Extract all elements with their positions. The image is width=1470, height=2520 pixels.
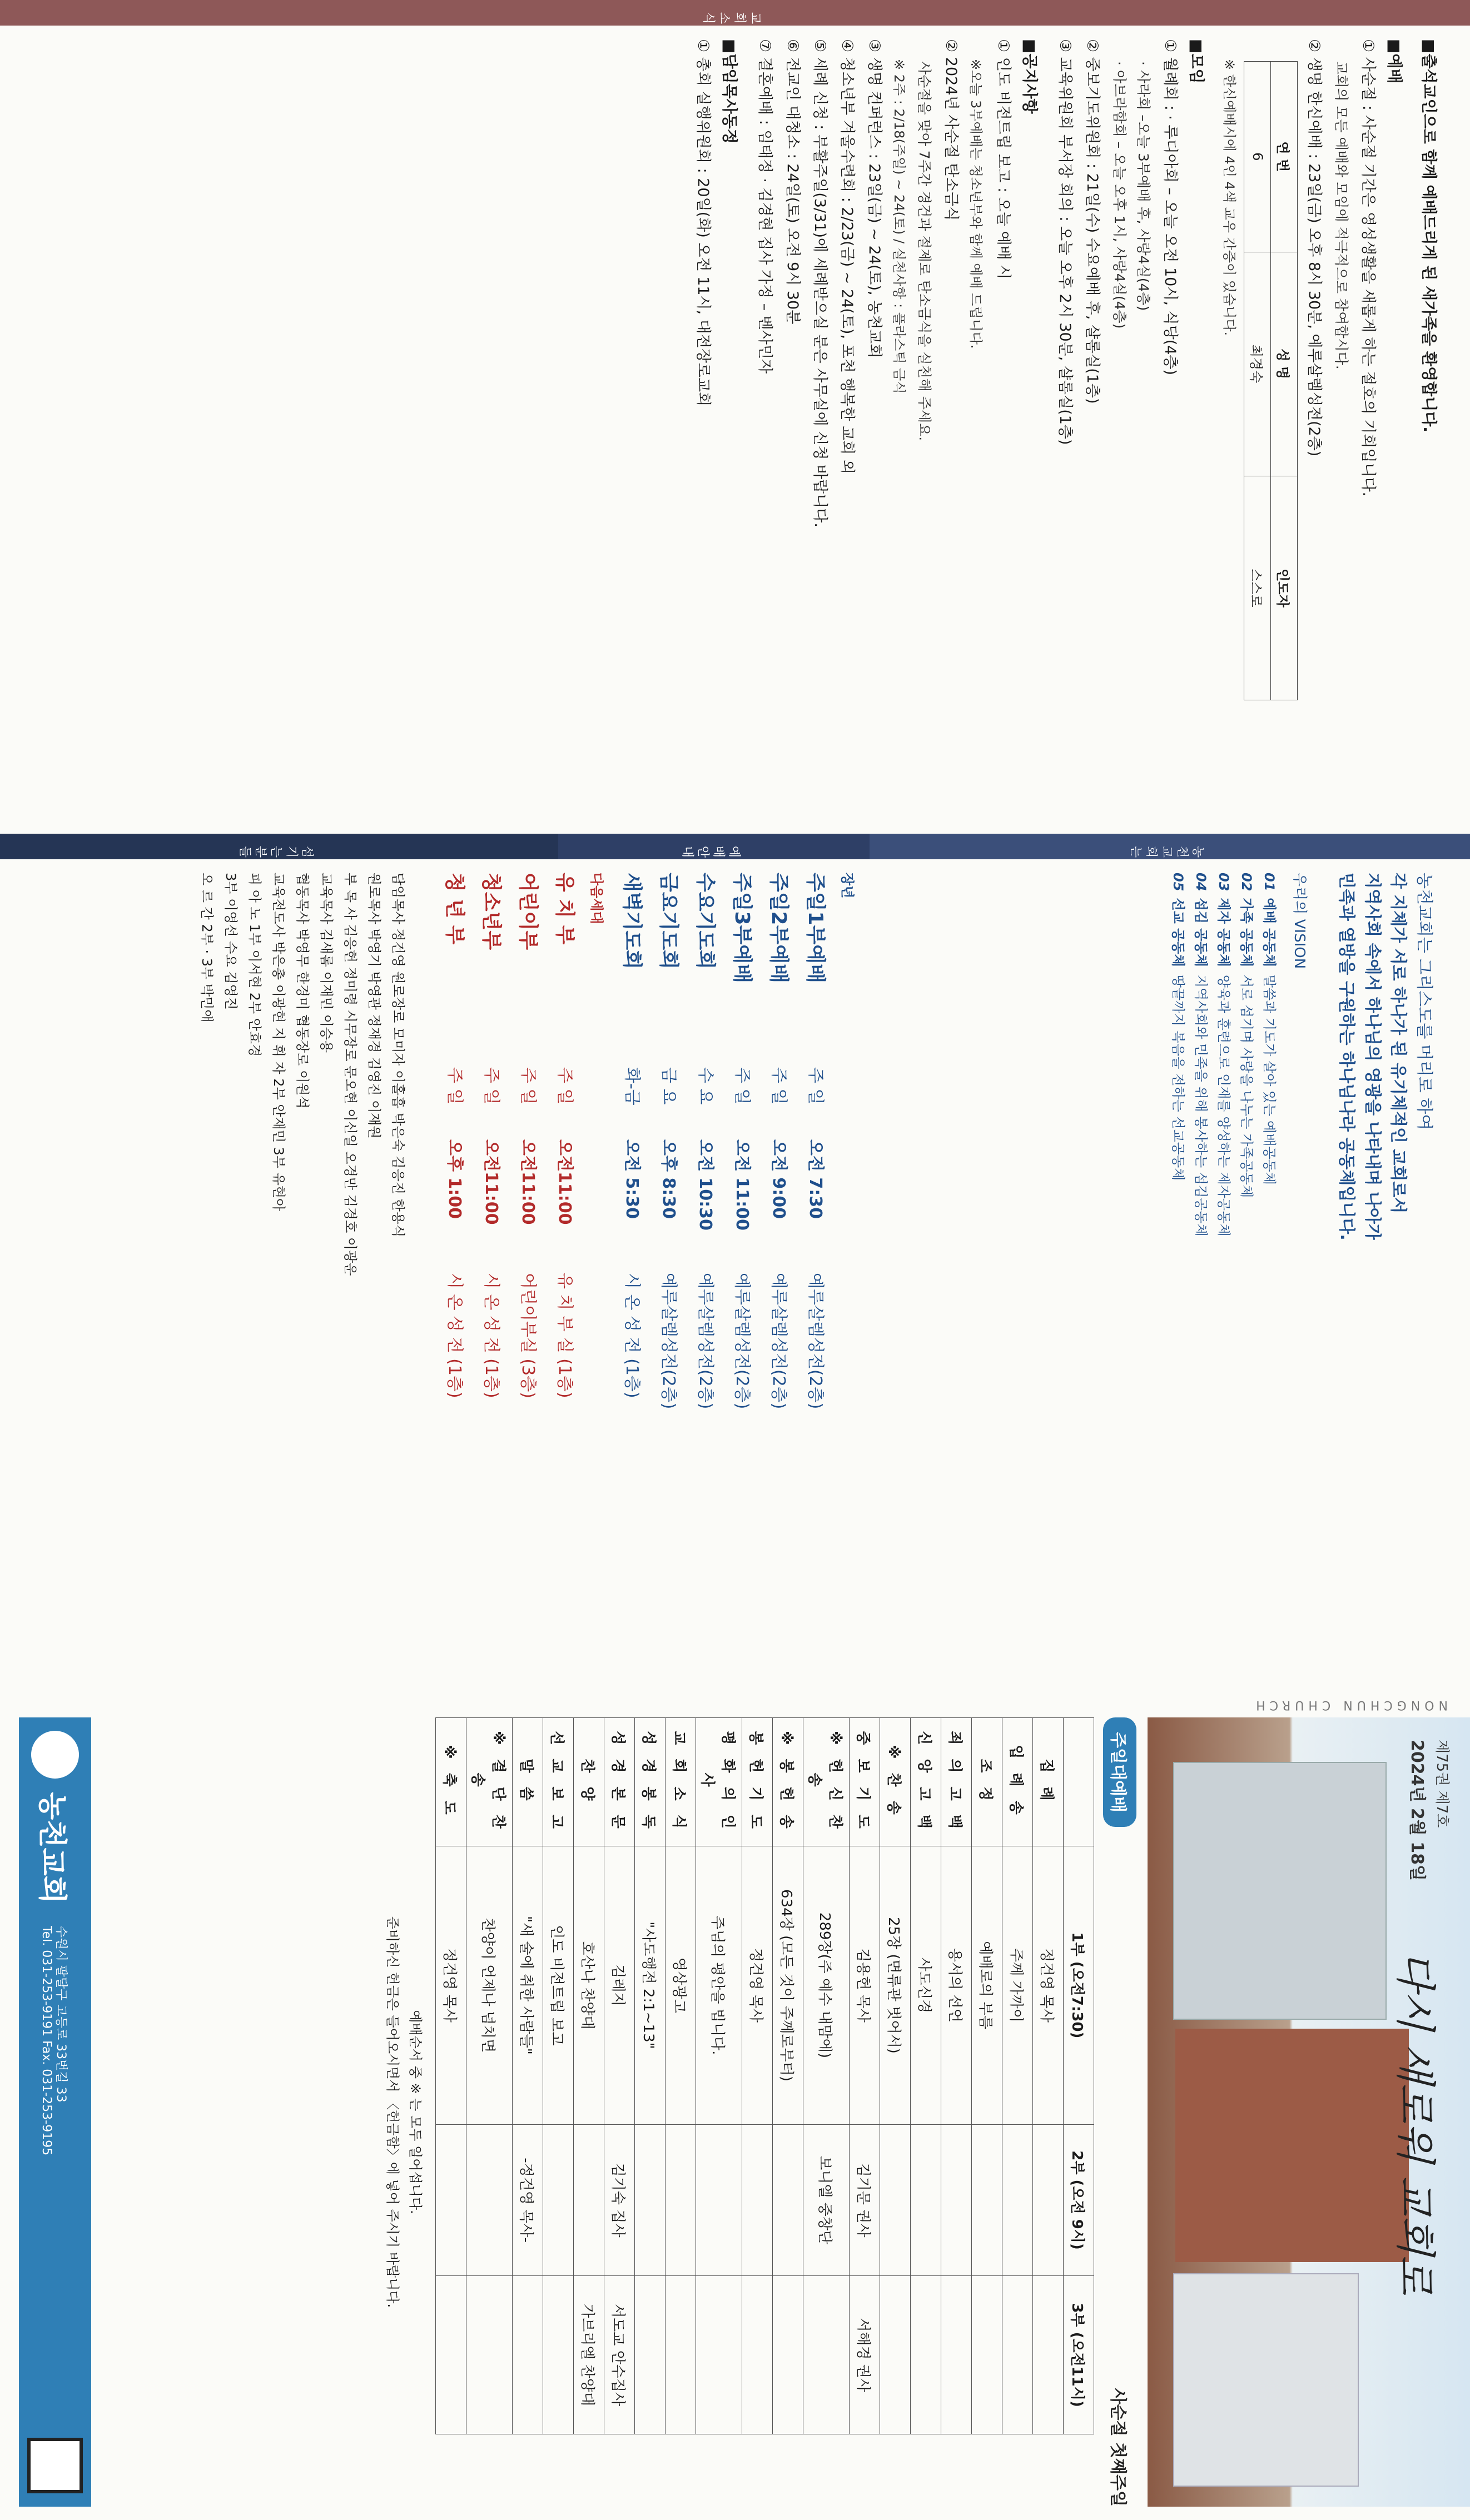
order-cell: 634장 (모든 것이 주께로부터) — [773, 1846, 803, 2125]
order-cell: 김기숙 집사 — [604, 2124, 635, 2275]
order-label: 중 보 기 도 — [850, 1718, 880, 1846]
order-cell: 정건영 목사 — [1033, 1846, 1064, 2125]
meeting-item: ① 월례회 : · 루디아회 – 오늘 오전 10시, 식당(4층) — [1161, 39, 1179, 376]
pastor-item: ① 총회 실행위원회 : 20일(화) 오전 11시, 대전장로교회 — [694, 39, 712, 407]
notice-item: ※ 2주 : 2/18(주일) ~ 24(토) / 실천사항 : 플라스틱 금식 — [891, 59, 907, 394]
table-cell: 최경숙 — [1244, 252, 1271, 476]
order-label: ※ 찬 송 — [880, 1718, 911, 1846]
order-row — [543, 1718, 574, 2434]
order-label: 신 앙 고 백 — [911, 1718, 941, 1846]
order-row — [635, 1718, 666, 2434]
order-cell: 정건영 목사 — [742, 1846, 773, 2125]
vision-item: 05선교 공동체땅끝까지 복음을 전하는 선교공동체 — [1170, 873, 1186, 1181]
service-row: 새벽기도회 화-금 오전 5:30 시 온 성 전 (1층) — [620, 873, 644, 1398]
table-cell: 6 — [1244, 62, 1271, 252]
notice-item: ⑥ 전교인 대청소 : 24일(토) 오전 9시 30분 — [783, 39, 801, 325]
order-cell: 보니엘 중창단 — [803, 2124, 850, 2275]
notice-item: ③ 생명 컨퍼런스 : 23일(금) ~ 24(토), 농천교회 — [866, 39, 883, 358]
order-cell — [696, 2124, 742, 2275]
service-row: 청 년 부 주 일 오후 1:00 시 온 성 전 (1층) — [443, 873, 466, 1398]
next-gen-label: 다음세대 — [589, 873, 604, 924]
church-logo-icon — [31, 1731, 79, 1779]
meeting-item: · 사라회 –오늘 3부예배 후, 사랑4실(4층) — [1135, 61, 1152, 311]
order-cell: -정건영 목사- — [513, 2124, 543, 2275]
order-cell — [466, 2276, 513, 2434]
servant-line: 교육전도사 박은총 이광현 지 휘 자 2부 안재민 3부 유현아 — [271, 873, 286, 1212]
order-cell: 김용헌 목사 — [850, 1846, 880, 2125]
servant-line: 부 목 사 김응헌 정미령 시무장로 문오현 이신일 오경만 김경호 이광운 — [342, 873, 358, 1276]
notice-item: ② 2024년 사순절 탄소금식 — [942, 39, 960, 221]
order-row — [742, 1718, 773, 2434]
notice-heading: ■공지사항 — [1020, 39, 1039, 114]
vision-item: 03제자 공동체양육과 훈련으로 인재를 양성하는 제자공동체 — [1216, 873, 1231, 1237]
order-label: 성 경 봉 독 — [635, 1718, 666, 1846]
order-cell: 정건영 목사 — [436, 1846, 466, 2125]
order-label: 조 정 — [972, 1718, 1002, 1846]
service-row: 수요기도회 수 요 오전 10:30 예루살렘성전(2층) — [694, 873, 717, 1410]
order-cell: 김레지 — [604, 1846, 635, 2125]
order-label: ※ 축 도 — [436, 1718, 466, 1846]
building-block — [1173, 1762, 1387, 2020]
order-label: 봉 헌 기 도 — [742, 1718, 773, 1846]
worship-note: ※ 한신예배시에 4인 4색 교우 간증이 있습니다. — [1221, 59, 1238, 336]
worship-item: ① 사순절 : 사순절 기간은 영성생활을 새롭게 하는 절호의 기회입니다. — [1359, 39, 1377, 497]
meeting-item: ② 중보기도위원회 : 21일(수) 수요예배 후, 샬롬실(1층) — [1084, 39, 1101, 404]
order-cell — [466, 2124, 513, 2275]
church-address: 수원시 팔달구 고등로 33번길 33 — [54, 1925, 68, 2103]
order-cell: 호산나 찬양대 — [574, 1846, 604, 2125]
servant-line: 교육목사 김새롬 이재민 이승용 — [319, 873, 334, 1053]
order-cell — [911, 2124, 941, 2275]
church-phone: Tel. 031-253-9191 Fax. 031-253-9195 — [39, 1925, 53, 2156]
season-label: 사순절 첫째주일 — [1108, 2388, 1128, 2507]
notice-item: 사순절을 맞아 7주간 경건과 절제로 탄소금식을 실천해 주세요. — [916, 61, 932, 441]
order-label: ※ 결 단 찬 송 — [466, 1718, 513, 1846]
order-cell — [941, 2276, 972, 2434]
notice-item: ① 인도 비전트립 보고 : 오늘 예배 시 — [994, 39, 1012, 280]
order-cell — [880, 2276, 911, 2434]
intro-line: 지역사회 속에서 하나님의 영광을 나타내며 나아가 — [1363, 873, 1382, 1240]
service-row: 주일2부예배 주 일 오전 9:00 예루살렘성전(2층) — [767, 873, 791, 1410]
worship-item: ② 생명 한신예배 : 23일(금) 오후 8시 30분, 예루살렘성전(2층) — [1305, 39, 1323, 457]
order-row — [773, 1718, 803, 2434]
order-cell — [803, 2276, 850, 2434]
worship-info-side-tab: 예배안내 — [558, 834, 870, 859]
order-cell: 주께 가까이 — [1002, 1846, 1033, 2125]
order-label: 성 경 본 문 — [604, 1718, 635, 1846]
servant-line: 협동목사 박영무 한경미 협동장로 이원석 — [295, 873, 310, 1109]
table-header: 연 번 — [1271, 62, 1298, 252]
order-cell — [635, 2276, 666, 2434]
church-footer — [19, 1717, 91, 2507]
order-cell — [1033, 2124, 1064, 2275]
worship-item: 교회의 모든 예배와 모임에 적극적으로 참여합시다. — [1333, 61, 1349, 370]
news-panel — [0, 0, 1470, 834]
order-row — [911, 1718, 941, 2434]
intro-line: 각 지체가 서로 하나가 된 유기체적인 교회로서 — [1388, 873, 1408, 1214]
order-row — [1002, 1718, 1033, 2434]
order-label: 죄 의 고 백 — [941, 1718, 972, 1846]
order-row — [513, 1718, 543, 2434]
order-row — [574, 1718, 604, 2434]
issue-date: 2024년 2월 18일 — [1407, 1740, 1427, 1881]
order-cell: 김기문 권사 — [850, 2124, 880, 2275]
vision-label: 우리의 VISION — [1291, 873, 1308, 969]
order-cell — [436, 2124, 466, 2275]
servants-section — [194, 873, 414, 1667]
table-cell: 스스로 — [1244, 476, 1271, 700]
dedication-table — [1244, 61, 1298, 700]
order-cell — [436, 2276, 466, 2434]
qr-code-icon[interactable] — [27, 2438, 83, 2493]
table-header: 2부 (오전 9시) — [1064, 2124, 1094, 2275]
order-cell — [696, 2276, 742, 2434]
table-header: 3부 (오전11시) — [1064, 2276, 1094, 2434]
order-cell — [941, 2124, 972, 2275]
order-row — [941, 1718, 972, 2434]
order-cell — [666, 2276, 696, 2434]
servant-line: 담임목사 정건영 원로장로 모미자 이홀흡 박은숙 김응진 한용식 — [390, 873, 406, 1238]
service-row: 주일3부예배 주 일 오전 11:00 예루살렘성전(2층) — [731, 873, 754, 1410]
order-cell: 서해경 권사 — [850, 2276, 880, 2434]
order-row — [604, 1718, 635, 2434]
order-cell — [513, 2276, 543, 2434]
intro-section — [1166, 873, 1437, 1667]
pastor-heading: ■담임목사동정 — [721, 39, 739, 144]
servant-line: 3부 이영선 수요 김영진 — [223, 873, 239, 1010]
order-cell: 용서의 선언 — [941, 1846, 972, 2125]
adult-label: 장년 — [840, 873, 855, 899]
table-header: 성 명 — [1271, 252, 1298, 476]
order-cell — [635, 2124, 666, 2275]
order-row — [880, 1718, 911, 2434]
order-cell: "새 술에 취한 사람들" — [513, 1846, 543, 2125]
meeting-heading: ■모임 — [1188, 39, 1206, 84]
building-block — [1175, 2029, 1409, 2262]
order-label: 입 례 송 — [1002, 1718, 1033, 1846]
standing-note: 예배순서 중 ※ 는 모두 일어섭니다. — [408, 2010, 423, 2214]
services-section — [438, 873, 858, 1667]
order-cell: 인도 비전트립 보고 — [543, 1846, 574, 2125]
order-cell — [1002, 2124, 1033, 2275]
order-label: 집 례 — [1033, 1718, 1064, 1846]
table-header — [1064, 1718, 1094, 1846]
service-row: 청소년부 주 일 오전11:00 시 온 성 전 (1층) — [480, 873, 503, 1398]
order-label: ※ 헌 신 찬 송 — [803, 1718, 850, 1846]
order-cell — [972, 2276, 1002, 2434]
order-cell: 25장 (면류관 벗어서) — [880, 1846, 911, 2125]
order-cell — [742, 2124, 773, 2275]
service-row: 어린이부 주 일 오전11:00 어린이부실 (3층) — [517, 873, 540, 1398]
servant-line: 원로목사 박영기 박영관 정재경 김영진 이재원 — [366, 873, 382, 1139]
order-label: 평 화 의 인 사 — [696, 1718, 742, 1846]
servant-line: 피 아 노 1부 이서현 2부 안효경 — [247, 873, 262, 1057]
servants-side-tab: 섬기는분들 — [0, 834, 558, 859]
order-cell: 영상광고 — [666, 1846, 696, 2125]
church-building-image — [1148, 1717, 1470, 2507]
brand-vertical: NONGCHUN CHURCH — [1252, 1698, 1448, 1712]
order-cell — [880, 2124, 911, 2275]
order-label: 말 씀 — [513, 1718, 543, 1846]
order-label: 교 회 소 식 — [666, 1718, 696, 1846]
order-cell — [543, 2124, 574, 2275]
table-header: 1부 (오전7:30) — [1064, 1846, 1094, 2125]
news-side-tab: 교회소식 — [0, 0, 1470, 26]
notice-item: ⑦ 결혼예배 : 임태정 · 김경현 집사 가정 – 벤사민자 — [756, 39, 774, 374]
order-cell — [1033, 2276, 1064, 2434]
order-cell — [543, 2276, 574, 2434]
order-row — [1033, 1718, 1064, 2434]
notice-item: ④ 청소년부 겨울수련회 : 2/23(금) ~ 24(토), 포천 행복한 교회 외 — [838, 39, 856, 475]
order-cell: 찬양이 언제나 넘치면 — [466, 1846, 513, 2125]
order-cell — [742, 2276, 773, 2434]
order-cell: 주님의 평안을 빕니다. — [696, 1846, 742, 2125]
worship-heading: ■예배 — [1385, 39, 1404, 84]
service-row: 유 치 부 주 일 오전11:00 유 치 부 실 (1층) — [553, 873, 577, 1398]
service-tag: 주일대예배 — [1103, 1717, 1136, 1827]
order-cell — [773, 2124, 803, 2275]
order-cell: 사도신경 — [911, 1846, 941, 2125]
order-cell: 289장(주 예수 내맘에) — [803, 1846, 850, 2125]
order-cell — [666, 2124, 696, 2275]
order-cell — [911, 2276, 941, 2434]
meeting-item: · 아브라함회 – 오늘 오후 1시, 사랑4실(4층) — [1111, 61, 1128, 329]
order-cell: 서도교 안수집사 — [604, 2276, 635, 2434]
intro-side-tab: 농천교회는 — [870, 834, 1470, 859]
order-label: 선 교 보 고 — [543, 1718, 574, 1846]
order-row — [466, 1718, 513, 2434]
order-row — [666, 1718, 696, 2434]
order-row — [436, 1718, 466, 2434]
notice-item: ※오늘 3부예배는 청소년부와 함께 예배 드립니다. — [967, 59, 984, 349]
issue-number: 제75권 제7호 — [1433, 1740, 1450, 1828]
info-panel — [0, 834, 1470, 1684]
meeting-item: ③ 교육위원회 부서장 회의 : 오늘 오후 2시 30분, 샬롬실(1층) — [1056, 39, 1074, 445]
order-row — [696, 1718, 742, 2434]
service-row: 주일1부예배 주 일 오전 7:30 예루살렘성전(2층) — [804, 873, 827, 1410]
order-cell: 예배로의 부름 — [972, 1846, 1002, 2125]
order-cell — [972, 2124, 1002, 2275]
servant-line: 오 르 간 2부 · 3부 박민애 — [199, 873, 215, 1023]
welcome-heading: ■출석교인으로 함께 예배드리게 된 새가족을 환영합니다. — [1420, 39, 1438, 432]
vision-item: 01예배 공동체말씀과 기도가 살아 있는 예배공동체 — [1262, 873, 1277, 1185]
table-header: 인도자 — [1271, 476, 1298, 700]
order-cell: "사도행전 2:1~13" — [635, 1846, 666, 2125]
church-name: 농천교회 — [35, 1792, 69, 1904]
notice-item: ⑤ 세례 신청 : 부활주일(3/31)에 세례받으실 분은 사무실에 신청 바랍니다. — [811, 39, 828, 527]
order-of-service-table — [435, 1717, 1094, 2434]
intro-line: 농천교회는 그리스도를 머리로 하여 — [1414, 873, 1434, 1130]
order-cell — [773, 2276, 803, 2434]
order-row — [803, 1718, 850, 2434]
vision-item: 04섬김 공동체지역사회와 민족을 위해 봉사하는 섬김공동체 — [1193, 873, 1209, 1237]
order-cell — [574, 2124, 604, 2275]
order-cell: 가브리엘 찬양대 — [574, 2276, 604, 2434]
intro-line: 민족과 열방을 구원하는 하나님나라 공동체입니다. — [1337, 873, 1357, 1241]
service-row: 금요기도회 금 요 오후 8:30 예루살렘성전(2층) — [657, 873, 681, 1410]
order-row — [972, 1718, 1002, 2434]
cover-panel — [0, 1684, 1470, 2520]
order-row — [850, 1718, 880, 2434]
order-cell — [1002, 2276, 1033, 2434]
calligraphy-title: 다시 새로워 교회로 — [1391, 1951, 1439, 2295]
order-label: ※ 봉 헌 송 — [773, 1718, 803, 1846]
building-block — [1173, 2273, 1359, 2487]
order-label: 찬 양 — [574, 1718, 604, 1846]
vision-item: 02가족 공동체서로 섬기며 사랑을 나누는 가족공동체 — [1239, 873, 1254, 1198]
offering-note: 준비하신 헌금은 들어오시면서 〈헌금함〉에 넣어 주시기 바랍니다. — [385, 1916, 400, 2308]
